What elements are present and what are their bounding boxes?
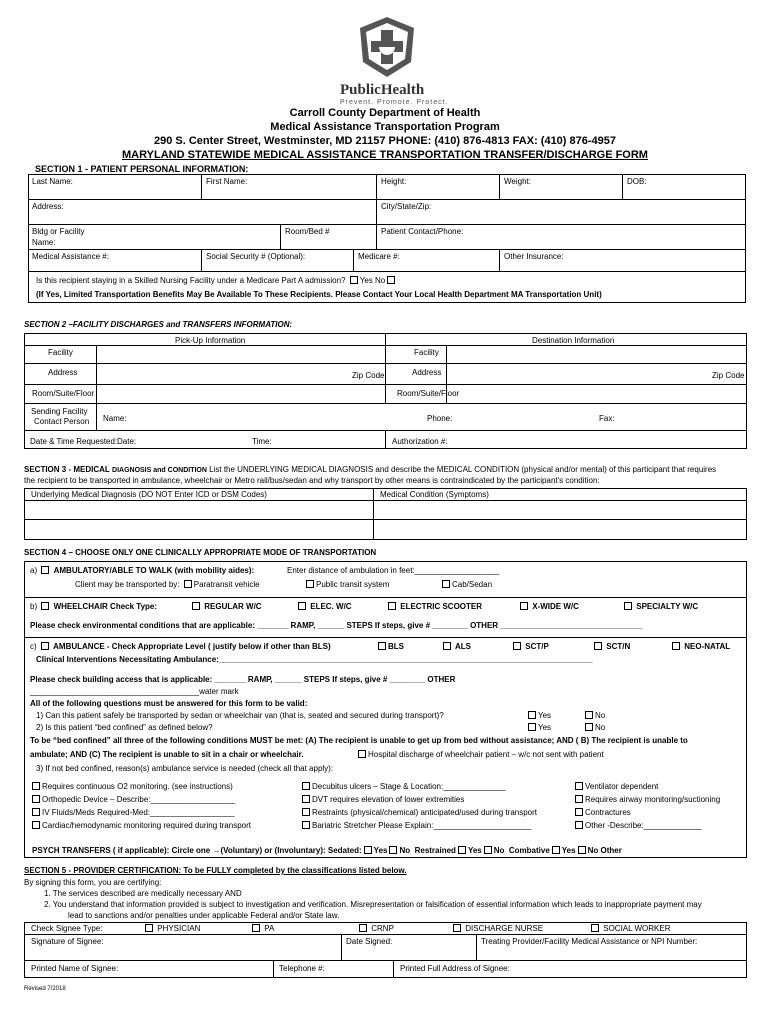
question-1: 1) Can this patient safely be transported by sedan or wheelchair van (that is, seated and secured during transport)? [36,711,444,720]
revised-date: Revised 7/2018 [24,986,66,992]
regular-wc-label: REGULAR W/C [204,602,262,611]
ambulatory-label: AMBULATORY/ABLE TO WALK (with mobility aides): [53,566,255,575]
sctn-label: SCT/N [606,642,631,651]
combative-yes-checkbox[interactable] [552,846,560,854]
social-worker-label: SOCIAL WORKER [603,924,671,933]
reason-airway [573,795,720,804]
wheelchair-prefix: b) [30,602,38,611]
reason-orthopedic [30,795,235,804]
address-line: 290 S. Center Street, Westminster, MD 21157 PHONE: (410) 876-4813 FAX: (410) 876-4957 [153,135,617,147]
restrained-no-checkbox[interactable] [484,846,492,854]
snf-question [36,276,397,285]
check-signee-type-label: Check Signee Type: [31,924,103,933]
reason-iv-checkbox[interactable] [32,808,40,816]
reason-restraints-checkbox[interactable] [302,808,310,816]
printed-name-label: Printed Name of Signee: [31,964,119,973]
xwide-label: X-WIDE W/C [532,602,579,611]
ambulation-distance: Enter distance of ambulation in feet:___________________ [287,566,500,575]
hospital-discharge-option [356,750,604,759]
reason-cardiac-checkbox[interactable] [32,821,40,829]
snf-no-checkbox[interactable] [387,276,395,284]
hospital-discharge-label: Hospital discharge of wheelchair patient – w/c not sent with patient [368,750,604,759]
crnp-option [357,924,394,933]
pickup-facility-label: Facility [48,348,73,357]
reason-bariatric [300,821,531,830]
transport-options-row [75,580,260,589]
restrained-yes-label: Yes [467,846,482,855]
neo-label: NEO-NATAL [684,642,731,651]
pickup-zip-label: Zip Code [352,371,385,380]
reason-bariatric-label: Bariatric Stretcher Please Explain:______________________ [312,821,532,830]
combative-label: Combative [508,846,550,855]
dest-room-label: Room/Suite/Floor [397,389,460,398]
other-insurance-label: Other Insurance: [504,252,564,261]
brand-tagline: Prevent. Promote. Protect. [340,99,449,106]
physician-option [143,924,200,933]
dob-label: DOB: [627,177,647,186]
public-transit-label: Public transit system [316,580,390,589]
medicare-label: Medicare #: [358,252,400,261]
signature-label: Signature of Signee: [31,937,104,946]
time-label: Time: [252,437,272,446]
ambulatory-row [30,566,254,575]
section3-heading-2: DIAGNOSIS and CONDITION [112,467,207,474]
specialty-option [622,602,698,611]
snf-question-text: Is this recipient staying in a Skilled Nursing Facility under a Medicare Part A admission? [36,276,346,285]
discharge-nurse-label: DISCHARGE NURSE [465,924,544,933]
date-requested-label: Date & Time Requested: [30,437,118,446]
bls-checkbox[interactable] [378,642,386,650]
scooter-checkbox[interactable] [388,602,396,610]
bed-confined-definition-2: ambulate; AND (C) The recipient is unable to sit in a chair or wheelchair. [30,750,304,759]
als-option [441,642,471,651]
sctp-label: SCT/P [525,642,549,651]
specialty-label: SPECIALTY W/C [636,602,699,611]
q1-no-checkbox[interactable] [585,711,593,719]
reason-o2-label: Requires continuous O2 monitoring. (see instructions) [42,782,233,791]
dest-header: Destination Information [532,336,615,345]
section3-heading: SECTION 3 - MEDICAL [24,465,110,474]
reason-decubitus-label: Decubitus ulcers – Stage & Location:______________ [312,782,506,791]
reason-other-checkbox[interactable] [575,821,583,829]
cert-item-2: 2. You understand that information provided is subject to investigation and verification. Misrepresentation or falsification of essential information which leads to inappropriate payment may [44,900,702,909]
combative-yes-label: Yes [561,846,576,855]
public-health-logo [354,14,420,80]
reason-decubitus-checkbox[interactable] [302,782,310,790]
q2-no-checkbox[interactable] [585,723,593,731]
section5-heading: SECTION 5 - PROVIDER CERTIFICATION: To be FULLY completed by the classifications listed below. [24,866,407,875]
q1-no [583,711,605,720]
reason-o2 [30,782,233,791]
building-access: Please check building access that is applicable: _______ RAMP, ______ STEPS If steps, give # ________ OTHER [30,675,456,684]
wheelchair-label: WHEELCHAIR Check Type: [53,602,158,611]
dept-name: Carroll County Department of Health [289,107,481,119]
physician-label: PHYSICIAN [157,924,201,933]
reason-dvt [300,795,464,804]
date-label: Date: [117,437,137,446]
all-questions-note: All of the following questions must be answered for this form to be valid: [30,699,308,708]
xwide-option [518,602,579,611]
contact-fax-label: Fax: [599,414,615,423]
height-label: Height: [381,177,407,186]
crnp-label: CRNP [371,924,394,933]
ambulance-row [30,642,331,651]
pickup-address-label: Address [48,368,78,377]
section2-heading: SECTION 2 –FACILITY DISCHARGES and TRANSFERS INFORMATION: [24,320,293,329]
section1-heading: SECTION 1 - PATIENT PERSONAL INFORMATION: [35,164,249,174]
elec-wc-label: ELEC. W/C [310,602,352,611]
elec-wc-checkbox[interactable] [298,602,306,610]
q1-yes-label: Yes [538,711,552,720]
dest-zip-label: Zip Code [712,371,745,380]
crnp-checkbox[interactable] [359,924,367,932]
public-transit-checkbox[interactable] [306,580,314,588]
reason-iv-label: IV Fluids/Meds Required-Med:___________________ [42,808,235,817]
section3-text-2: the recipient to be transported in ambulance, wheelchair or Metro rail/bus/sedan and why transport by other means is contraindicated by the participant's condition: [24,476,600,485]
wc-env-conditions: Please check environmental conditions that are applicable: _______ RAMP, ______ STEPS If steps, give # ________ OTHER ________________________________ [30,621,643,630]
address-label: Address: [32,202,64,211]
restrained-label: Restrained [414,846,456,855]
pickup-header: Pick-Up Information [175,336,246,345]
physician-checkbox[interactable] [145,924,153,932]
neo-checkbox[interactable] [672,642,680,650]
contact-name-label: Name: [103,414,127,423]
dest-facility-label: Facility [414,348,439,357]
sedated-no-checkbox[interactable] [389,846,397,854]
xwide-checkbox[interactable] [520,602,528,610]
section3-intro [24,465,716,474]
contact-person-label-2: Contact Person [34,417,90,426]
signee-type-label [31,924,102,933]
water-mark-line: ______________________________________water mark [30,687,239,696]
npi-label: Treating Provider/Facility Medical Assistance or NPI Number: [481,937,698,946]
social-worker-option [589,924,671,933]
reason-contractures [573,808,631,817]
ambulance-label: AMBULANCE - Check Appropriate Level ( justify below if other than BLS) [53,642,331,651]
dest-address-label: Address [412,368,442,377]
contact-label: Patient Contact/Phone: [381,227,464,236]
bldg-label: Bldg or Facility [32,227,85,236]
q2-yes-label: Yes [538,723,552,732]
authorization-label: Authorization #: [392,437,448,446]
reason-airway-label: Requires airway monitoring/suctioning [585,795,721,804]
discharge-nurse-option [451,924,543,933]
reason-ventilator-label: Ventilator dependent [585,782,659,791]
ambulatory-checkbox[interactable] [41,566,49,574]
psych-other-label: Other [600,846,622,855]
ssn-label: Social Security # (Optional): [206,252,306,261]
date-signed-label: Date Signed: [346,937,393,946]
reason-ventilator-checkbox[interactable] [575,782,583,790]
restrained-yes-checkbox[interactable] [458,846,466,854]
q2-yes [526,723,551,732]
full-address-label: Printed Full Address of Signee: [400,964,510,973]
discharge-nurse-checkbox[interactable] [453,924,461,932]
reason-o2-checkbox[interactable] [32,782,40,790]
snf-yes-checkbox[interactable] [350,276,358,284]
scooter-label: ELECTRIC SCOOTER [400,602,483,611]
sctn-checkbox[interactable] [594,642,602,650]
regular-wc-checkbox[interactable] [192,602,200,610]
q2-no-label: No [595,723,606,732]
neo-option [670,642,730,651]
cert-item-2b: lead to sanctions and/or penalties under applicable Federal and/or State law. [68,911,340,920]
form-title: MARYLAND STATEWIDE MEDICAL ASSISTANCE TRANSPORTATION TRANSFER/DISCHARGE FORM [122,149,648,161]
room-label: Room/Bed # [285,227,330,236]
sctn-option [592,642,630,651]
snf-note: (If Yes, Limited Transportation Benefits May Be Available To These Recipients. Please Contact Your Local Health Department MA Transportation Unit) [36,290,602,299]
scooter-option [386,602,482,611]
ambulance-prefix: c) [30,642,37,651]
telephone-label: Telephone #: [279,964,325,973]
wheelchair-row [30,602,157,611]
q1-yes-checkbox[interactable] [528,711,536,719]
elec-wc-option [296,602,352,611]
psych-transfers-label: PSYCH TRANSFERS ( if applicable): Circle one →(Voluntary) or (Involuntary): Sedated: [32,846,362,855]
question-2: 2) Is this patient “bed confined” as defined below? [36,723,213,732]
reason-bariatric-checkbox[interactable] [302,821,310,829]
bldg-name-label: Name: [32,238,56,247]
pickup-room-label: Room/Suite/Floor [32,389,95,398]
program-name: Medical Assistance Transportation Program [270,121,500,133]
weight-label: Weight: [504,177,531,186]
reason-cardiac [30,821,251,830]
reason-dvt-checkbox[interactable] [302,795,310,803]
first-name-label: First Name: [206,177,248,186]
psych-transfers-row [32,846,622,855]
city-label: City/State/Zip: [381,202,432,211]
pa-checkbox[interactable] [252,924,260,932]
reason-other [573,821,702,830]
condition-column-header: Medical Condition (Symptoms) [380,490,489,499]
bls-label: BLS [388,642,404,651]
q2-yes-checkbox[interactable] [528,723,536,731]
pa-option [250,924,274,933]
reason-decubitus [300,782,505,791]
reason-restraints [300,808,537,817]
social-worker-checkbox[interactable] [591,924,599,932]
question-3: 3) If not bed confined, reason(s) ambulance service is needed (check all that apply): [36,764,334,773]
bed-confined-definition-1: To be “bed confined” all three of the following conditions MUST be met: (A) The recipient is unable to get up from bed without assistance; AND ( B) The recipient is unable to [30,736,688,745]
last-name-label: Last Name: [32,177,73,186]
reason-cardiac-label: Cardiac/hemodynamic monitoring required during transport [42,821,251,830]
certifying-intro: By signing this form, you are certifying: [24,878,162,887]
paratransit-checkbox[interactable] [184,580,192,588]
reason-airway-checkbox[interactable] [575,795,583,803]
reason-restraints-label: Restraints (physical/chemical) anticipated/used during transport [312,808,537,817]
ambulance-checkbox[interactable] [41,642,49,650]
paratransit-label: Paratransit vehicle [193,580,260,589]
client-transport-label: Client may be transported by: [75,580,180,589]
sctp-option [511,642,549,651]
ma-label: Medical Assistance #: [32,252,109,261]
sedated-yes-checkbox[interactable] [364,846,372,854]
sctp-checkbox[interactable] [513,642,521,650]
reason-dvt-label: DVT requires elevation of lower extremities [312,795,465,804]
ambulatory-prefix: a) [30,566,38,575]
section3-text-1: List the UNDERLYING MEDICAL DIAGNOSIS and describe the MEDICAL CONDITION (physical and/or mental) of this participant that requires [209,465,717,474]
brand-name: PublicHealth [340,82,425,98]
bls-option [376,642,404,651]
wheelchair-checkbox[interactable] [41,602,49,610]
section4-heading: SECTION 4 – CHOOSE ONLY ONE CLINICALLY APPROPRIATE MODE OF TRANSPORTATION [24,548,377,557]
combative-no-label: No [587,846,599,855]
cab-label: Cab/Sedan [452,580,493,589]
cab-option [440,580,492,589]
regular-wc-option [190,602,262,611]
als-checkbox[interactable] [443,642,451,650]
reason-other-label: Other -Describe:_____________ [585,821,702,830]
reason-iv [30,808,235,817]
pa-label: PA [264,924,275,933]
clinical-interventions: Clinical Interventions Necessitating Ambulance:____________________________________________________________________________________ [36,655,593,664]
contact-person-label-1: Sending Facility [31,407,88,416]
reason-ventilator [573,782,658,791]
sedated-no-label: No [399,846,411,855]
contact-phone-label: Phone: [427,414,453,423]
public-transit-option [304,580,389,589]
als-label: ALS [454,642,471,651]
reason-contractures-checkbox[interactable] [575,808,583,816]
cert-item-1: 1. The services described are medically necessary AND [44,889,242,898]
snf-yes-label: Yes [359,276,373,285]
combative-no-checkbox[interactable] [578,846,586,854]
restrained-no-label: No [493,846,505,855]
reason-contractures-label: Contractures [585,808,631,817]
snf-no-label: No [375,276,386,285]
hospital-discharge-checkbox[interactable] [358,750,366,758]
sedated-yes-label: Yes [373,846,388,855]
q1-yes [526,711,551,720]
diagnosis-column-header: Underlying Medical Diagnosis (DO NOT Enter ICD or DSM Codes) [31,490,267,499]
q1-no-label: No [595,711,606,720]
cab-checkbox[interactable] [442,580,450,588]
specialty-checkbox[interactable] [624,602,632,610]
q2-no [583,723,605,732]
reason-orthopedic-checkbox[interactable] [32,795,40,803]
reason-orthopedic-label: Orthopedic Device – Describe:___________________ [42,795,236,804]
